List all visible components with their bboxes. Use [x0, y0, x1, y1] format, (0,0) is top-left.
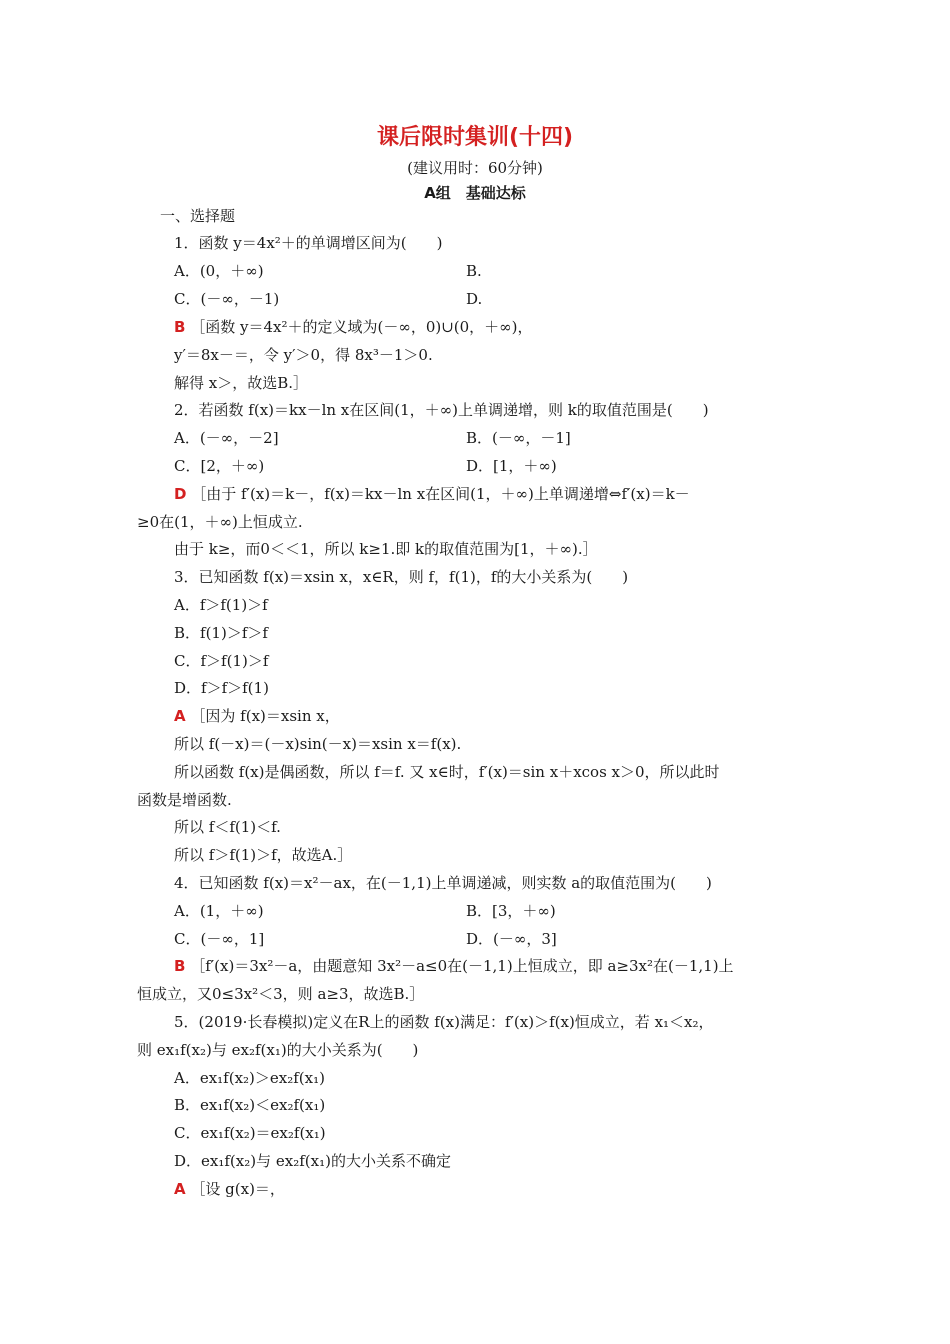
q5-answer: A	[174, 1180, 186, 1198]
q4-option-d: D．(－∞，3]	[466, 930, 557, 948]
q4-option-c: C．(－∞，1]	[174, 930, 265, 948]
q2-option-a: A．(－∞，－2]	[174, 429, 279, 447]
q3-stem: 3．已知函数 f(x)＝xsin x，x∈R，则 f，f(1)，f的大小关系为( )	[174, 568, 629, 586]
q5-option-c: C．ex₁f(x₂)＝ex₂f(x₁)	[174, 1124, 326, 1142]
q3-solution-line-2: 所以 f(－x)＝(－x)sin(－x)＝xsin x＝f(x).	[174, 735, 462, 753]
q4-solution-line-2: 恒成立，又0≤3x²＜3，则 a≥3，故选B.］	[137, 985, 425, 1003]
q5-option-b: B．ex₁f(x₂)＜ex₂f(x₁)	[174, 1096, 326, 1114]
page-title: 课后限时集训(十四)	[376, 125, 574, 150]
q5-solution-text-1: ［设 g(x)＝，	[190, 1180, 285, 1198]
q3-option-c: C．f＞f(1)＞f	[174, 652, 269, 670]
q1-option-c: C．(－∞，－1)	[174, 290, 280, 308]
q4-solution-text-1: ［f′(x)＝3x²－a，由题意知 3x²－a≤0在(－1,1)上恒成立，即 a≥3x²在(－1,1)上	[190, 957, 734, 975]
q4-answer: B	[174, 957, 186, 975]
q2-solution-line-1	[174, 484, 690, 504]
q2-solution-text-1: ［由于 f′(x)＝k－，f(x)＝kx－ln x在区间(1，＋∞)上单调递增⇔f′(x)＝k－	[191, 485, 690, 503]
q1-option-b: B.	[466, 262, 482, 280]
q1-option-d: D.	[466, 290, 483, 308]
q3-solution-line-1	[174, 706, 340, 726]
section-heading: 一、选择题	[160, 207, 236, 225]
q3-solution-line-6: 所以 f＞f(1)＞f，故选A.］	[174, 846, 353, 864]
time-note: (建议用时：60分钟)	[407, 159, 543, 177]
q3-solution-line-3: 所以函数 f(x)是偶函数，所以 f＝f. 又 x∈时，f′(x)＝sin x＋xcos x＞0，所以此时	[174, 763, 720, 781]
q3-solution-text-1: ［因为 f(x)＝xsin x，	[190, 707, 340, 725]
q4-option-b: B．[3，＋∞)	[466, 902, 556, 920]
q2-option-c: C．[2，＋∞)	[174, 457, 265, 475]
q3-solution-line-4: 函数是增函数.	[137, 791, 232, 809]
q5-stem-line-2: 则 ex₁f(x₂)与 ex₂f(x₁)的大小关系为( )	[137, 1041, 419, 1059]
q4-solution-line-1	[174, 956, 734, 976]
q3-answer: A	[174, 707, 186, 725]
q5-option-d: D．ex₁f(x₂)与 ex₂f(x₁)的大小关系不确定	[174, 1152, 451, 1170]
group-heading: A组 基础达标	[424, 184, 526, 202]
q4-stem: 4．已知函数 f(x)＝x²－ax，在(－1,1)上单调递减，则实数 a的取值范围为( )	[174, 874, 712, 892]
q1-option-a: A．(0，＋∞)	[174, 262, 264, 280]
q1-solution-text-1: ［函数 y＝4x²＋的定义域为(－∞，0)∪(0，＋∞)，	[190, 318, 533, 336]
q5-solution-line-1	[174, 1179, 285, 1199]
q3-option-a: A．f＞f(1)＞f	[174, 596, 268, 614]
q2-option-d: D．[1，＋∞)	[466, 457, 557, 475]
q2-option-b: B．(－∞，－1]	[466, 429, 571, 447]
q1-solution-line-2: y′＝8x－＝，令 y′＞0，得 8x³－1＞0.	[174, 346, 433, 364]
q1-solution-line-3: 解得 x＞，故选B.］	[174, 374, 309, 392]
q3-option-d: D．f＞f＞f(1)	[174, 679, 269, 697]
q5-option-a: A．ex₁f(x₂)＞ex₂f(x₁)	[174, 1069, 325, 1087]
q4-option-a: A．(1，＋∞)	[174, 902, 264, 920]
q1-solution-line-1	[174, 317, 533, 337]
q2-solution-line-3: 由于 k≥，而0＜＜1，所以 k≥1.即 k的取值范围为[1，＋∞).］	[174, 540, 598, 558]
q1-stem: 1．函数 y＝4x²＋的单调增区间为( )	[174, 234, 443, 252]
q3-option-b: B．f(1)＞f＞f	[174, 624, 268, 642]
q2-solution-line-2: ≥0在(1，＋∞)上恒成立.	[137, 513, 303, 531]
q2-answer: D	[174, 485, 187, 503]
q3-solution-line-5: 所以 f＜f(1)＜f.	[174, 818, 281, 836]
q5-stem-line-1: 5．(2019·长春模拟)定义在R上的函数 f(x)满足：f′(x)＞f(x)恒成立，若 x₁＜x₂，	[174, 1013, 714, 1031]
q2-stem: 2．若函数 f(x)＝kx－ln x在区间(1，＋∞)上单调递增，则 k的取值范围是( )	[174, 401, 709, 419]
q1-answer: B	[174, 318, 186, 336]
